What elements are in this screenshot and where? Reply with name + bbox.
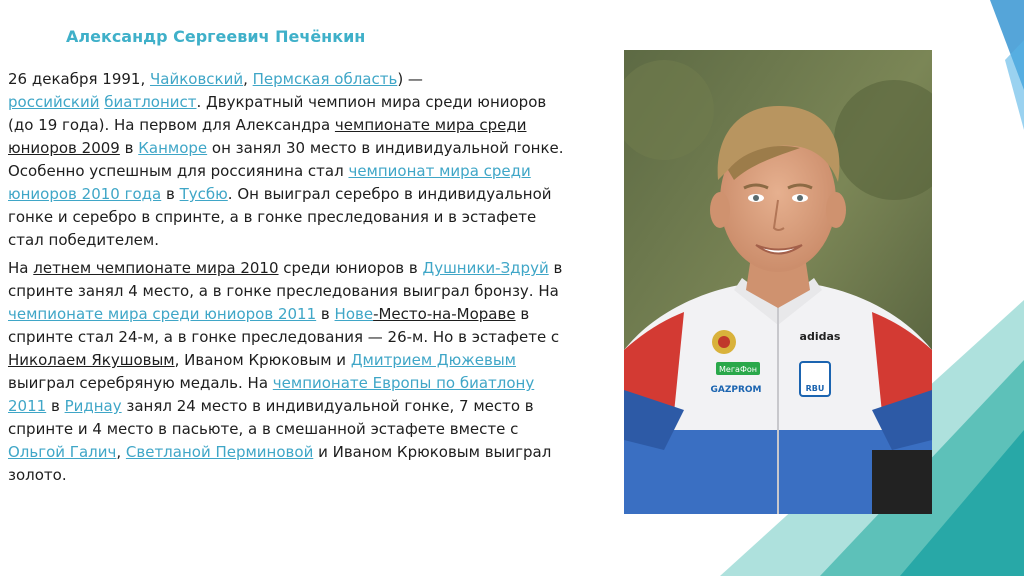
biography-text	[8, 68, 576, 492]
link-euro-2011[interactable]: чемпионате Европы по биатлону 2011	[8, 374, 535, 415]
link-russian[interactable]: российский	[8, 93, 100, 111]
link-wjc-2011[interactable]: чемпионате мира среди юниоров 2011	[8, 305, 317, 323]
link-tusbyu[interactable]: Тусбю	[179, 185, 228, 203]
link-region[interactable]: Пермская область	[252, 70, 398, 88]
sponsor-megafon: МегаФон	[719, 365, 757, 374]
link-yakushov[interactable]: Николаем Якушовым	[8, 351, 175, 369]
link-wjc-2010[interactable]: чемпионат мира среди юниоров 2010 года	[8, 162, 531, 203]
birth-date: 26 декабря 1991,	[8, 70, 150, 88]
link-ridnau[interactable]: Риднау	[64, 397, 122, 415]
rbu-badge: RBU	[805, 384, 825, 393]
link-wjc-2009[interactable]: чемпионате мира среди юниоров 2009	[8, 116, 527, 157]
link-dushniki[interactable]: Душники-Здруй	[422, 259, 549, 277]
link-biathlete[interactable]: биатлонист	[104, 93, 197, 111]
link-city[interactable]: Чайковский	[149, 70, 244, 88]
link-perminova[interactable]: Светланой Перминовой	[125, 443, 314, 461]
jersey-brand-adidas: adidas	[799, 330, 841, 343]
link-mesto-na-morave[interactable]: -Место-на-Мораве	[373, 305, 516, 323]
sponsor-gazprom: GAZPROM	[710, 385, 762, 395]
link-galich[interactable]: Ольгой Галич	[8, 443, 117, 461]
link-canmore[interactable]: Канморе	[138, 139, 208, 157]
athlete-portrait-illustration	[624, 50, 932, 514]
link-dyuzhev[interactable]: Дмитрием Дюжевым	[350, 351, 517, 369]
link-nove[interactable]: Нове	[334, 305, 374, 323]
slide-title: Александр Сергеевич Печёнкин	[66, 27, 366, 46]
paragraph-1: 26 декабря 1991, Чайковский, Пермская область) — российский биатлонист. Двукратный чемпион мира среди юниоров (до 19 года). На первом для Александра чемпионате мира среди юниоров 2009 в Канморе он занял 30 место в индивидуальной гонке. Особенно успешным для россиянина стал чемпионат мира среди юниоров 2010 года в Тусбю. Он выиграл серебро в индивидуальной гонке и серебро в спринте, а в гонке преследования и в эстафете стал победителем.	[8, 70, 564, 249]
paragraph-2: На летнем чемпионате мира 2010 среди юниоров в Душники-Здруй в спринте занял 4 место, а в гонке преследования выиграл бронзу. На чемпионате мира среди юниоров 2011 в Нове-Место-на-Мораве в спринте стал 24-м, а в гонке преследования — 26-м. Но в эстафете с Николаем Якушовым, Иваном Крюковым и Дмитрием Дюжевым выиграл серебряную медаль. На чемпионате Европы по биатлону 2011 в Риднау занял 24 место в индивидуальной гонке, 7 место в спринте и 4 место в пасьюте, а в смешанной эстафете вместе с Ольгой Галич, Светланой Перминовой и Иваном Крюковым выиграл золото.	[8, 259, 563, 484]
link-summer-2010[interactable]: летнем чемпионате мира 2010	[33, 259, 279, 277]
athlete-photo	[624, 50, 932, 514]
